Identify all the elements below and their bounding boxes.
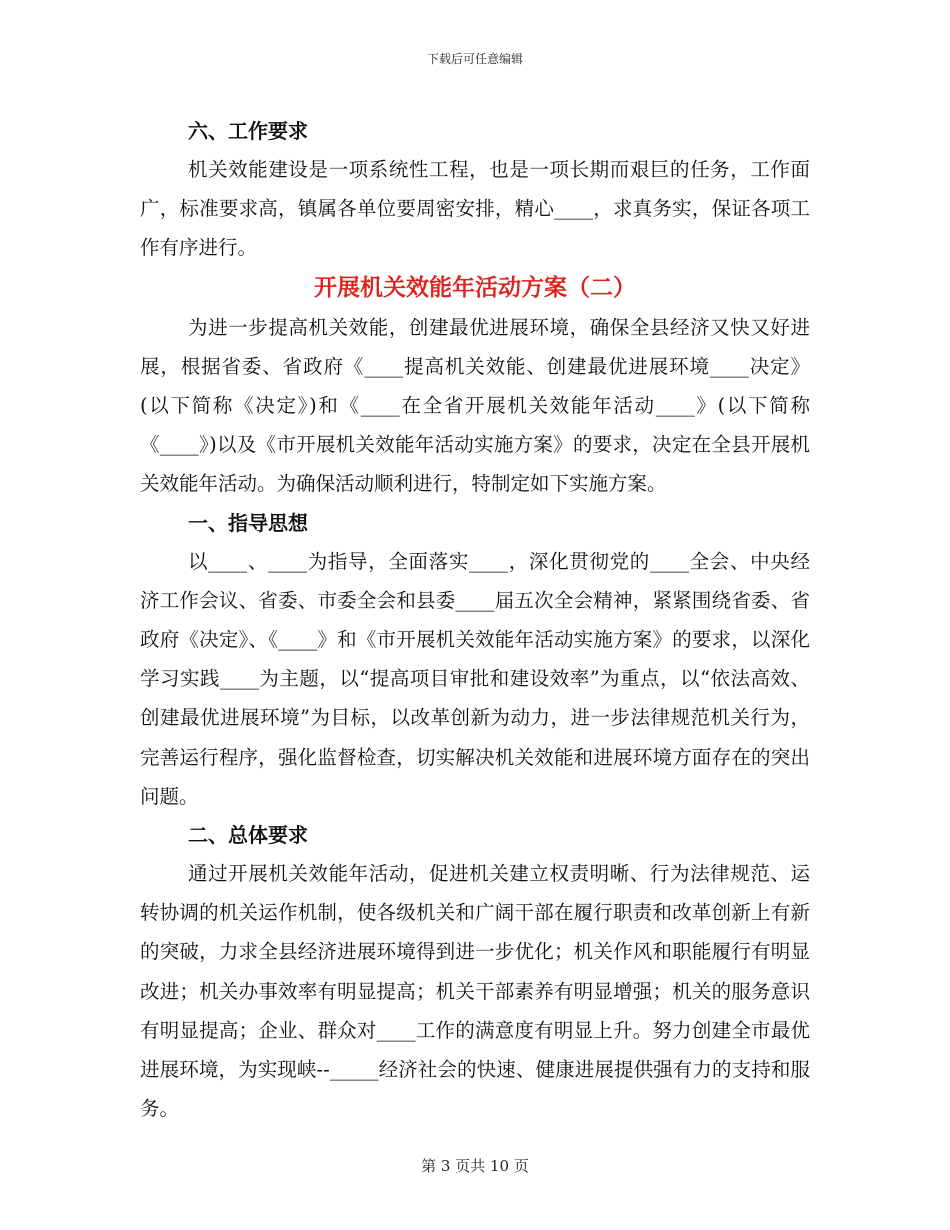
section-heading-work-requirements: 六、工作要求 xyxy=(188,119,308,143)
paragraph-guiding-ideology: 以____、____为指导，全面落实____，深化贯彻党的____全会、中央经济工作会议、省委、市委全会和县委____届五次全会精神，紧紧围绕省委、省政府《决定》、《____》和《市开展机关效能年活动实施方案》的要求，以深化学习实践____为主题，以“提高项目审批和建设效率”为重点，以“依法高效、创建最优进展环境”为目标，以改革创新为动力，进一步法律规范机关行为，完善运行程序，强化监督检查，切实解决机关效能和进展环境方面存在的突出问题。 xyxy=(140,549,810,808)
paragraph-intro: 为进一步提高机关效能，创建最优进展环境，确保全县经济又快又好进展，根据省委、省政府《____提高机关效能、创建最优进展环境____决定》(以下简称《决定》)和《____在全省开展机关效能年活动____》(以下简称《____》)以及《市开展机关效能年活动实施方案》的要求，决定在全县开展机关效能年活动。为确保活动顺利进行，特制定如下实施方案。 xyxy=(140,315,810,496)
document-body xyxy=(140,112,810,1128)
document-title: 开展机关效能年活动方案（二） xyxy=(314,273,636,301)
page-header: 下载后可任意编辑 xyxy=(426,52,523,66)
page-footer: 第 3 页共 10 页 xyxy=(421,1157,529,1175)
section-heading-guiding-ideology: 一、指导思想 xyxy=(188,510,308,535)
paragraph-overall-requirements: 通过开展机关效能年活动，促进机关建立权责明晰、行为法律规范、运转协调的机关运作机制，使各级机关和广阔干部在履行职责和改革创新上有新的突破，力求全县经济进展环境得到进一步优化；机关作风和职能履行有明显改进；机关办事效率有明显提高；机关干部素养有明显增强；机关的服务意识有明显提高；企业、群众对____工作的满意度有明显上升。努力创建全市最优进展环境，为实现峡--_____经济社会的快速、健康进展提供强有力的支持和服务。 xyxy=(140,862,810,1121)
section-heading-overall-requirements: 二、总体要求 xyxy=(188,823,308,848)
paragraph-work-requirements: 机关效能建设是一项系统性工程，也是一项长期而艰巨的任务，工作面广，标准要求高，镇属各单位要周密安排，精心____，求真务实，保证各项工作有序进行。 xyxy=(140,158,810,260)
